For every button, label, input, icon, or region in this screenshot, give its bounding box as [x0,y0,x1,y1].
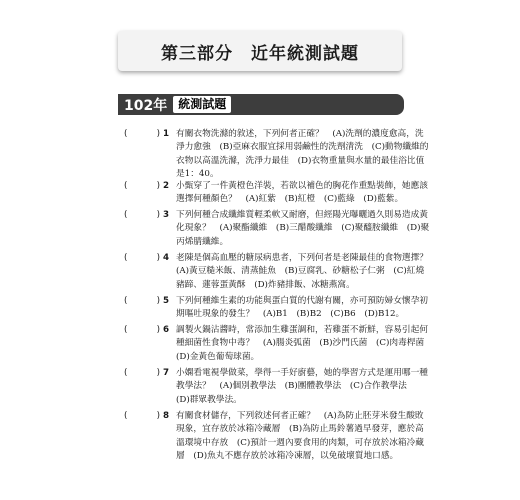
question-text [176,180,428,207]
question-text [176,209,430,249]
question-line: (A)黃豆糙米飯、清蒸鮭魚 (B)豆腐乳、砂糖松子仁粥 (C)紅燒 [176,266,425,277]
category-label: 統測試題 [173,96,231,113]
question-line: 現象，宜存放於冰箱冷藏層 (B)為防止馬鈴薯過早發芽，應於高 [176,424,424,435]
section-header-bar [118,94,404,115]
question-number: 8 [162,411,169,421]
question-line: 選擇何種顏色？ (A)紅紫 (B)紅橙 (C)藍綠 (D)藍紫。 [176,194,404,205]
year-label: 102年 [124,97,168,114]
question-item [124,367,428,407]
answer-blank: ( ) [124,325,160,335]
answer-blank: ( ) [124,181,160,191]
question-text [176,295,428,322]
question-line: 有關衣物洗滌的敘述，下列何者正確？ (A)洗劑的濃度愈高，洗 [176,129,424,139]
question-line: 溫環境中存放 (C)預計一週內要食用的肉類，可存放於冰箱冷藏 [176,437,424,448]
question-line: 淨力愈強 (B)亞麻衣服宜採用弱鹼性的洗劑清洗 (C)動物纖維的 [176,142,429,153]
answer-blank: ( ) [124,210,160,220]
question-number: 5 [162,296,169,306]
question-line: 老陳是個高血壓的糖尿病患者，下列何者是老陳最佳的食物選擇？ [176,253,428,263]
question-line: 化現象？ (A)聚酯纖維 (B)三醋酸纖維 (C)聚醯胺纖維 (D)聚 [176,223,430,234]
question-line: 小甄穿了一件黃橙色洋裝，若欲以補色的胸花作重點裝飾，她應該 [176,181,428,191]
answer-blank: ( ) [124,253,160,263]
question-line: 教學法？ (A)個別教學法 (B)團體教學法 (C)合作教學法 [176,381,407,392]
question-line: 調製火鍋沾醬時，常添加生雞蛋調和，若雞蛋不新鮮，容易引起何 [176,325,428,335]
question-line: (D)群眾教學法。 [176,394,242,405]
answer-blank: ( ) [124,368,160,378]
question-item [124,410,424,464]
question-line: 豬蹄、蓮蓉蛋黃酥 (D)炸豬排飯、冰糖燕窩。 [176,279,355,290]
question-text [176,128,429,182]
question-line: 衣物以高溫洗滌，洗淨力最佳 (D)衣物重量與水量的最佳浴比值 [176,155,425,166]
question-number: 4 [162,253,169,263]
question-number: 7 [162,368,169,378]
question-line: 小嫻看電視學做菜，學得一手好廚藝，她的學習方式是運用哪一種 [176,368,428,378]
question-text [176,367,428,407]
question-line: 有關食材儲存，下列敘述何者正確？ (A)為防止胚芽米發生酸敗 [176,411,424,421]
question-number: 3 [162,210,169,220]
question-line: 是1：40。 [176,169,219,180]
question-item [124,324,428,364]
question-text [176,410,424,464]
question-item [124,295,428,322]
question-number: 2 [162,181,169,191]
page-title: 第三部分 近年統測試題 [118,31,402,71]
answer-blank: ( ) [124,129,160,139]
question-item [124,252,428,292]
answer-blank: ( ) [124,296,160,306]
question-number: 6 [162,325,169,335]
question-item [124,209,430,249]
question-text [176,252,428,292]
question-line: 丙烯腈纖維。 [176,236,229,247]
question-line: 下列何種合成纖維質輕柔軟又耐磨，但經陽光曝曬過久則易造成黃 [176,210,428,220]
question-text [176,324,428,364]
answer-blank: ( ) [124,411,160,421]
question-line: (D)金黃色葡萄球菌。 [176,351,260,362]
question-line: 種細菌性食物中毒？ (A)腸炎弧菌 (B)沙門氏菌 (C)肉毒桿菌 [176,338,425,349]
question-number: 1 [162,129,169,139]
question-item [124,128,429,182]
question-line: 下列何種維生素的功能與蛋白質的代謝有關，亦可預防婦女懷孕初 [176,296,428,306]
question-line: 期嘔吐現象的發生？ (A)B1 (B)B2 (C)B6 (D)B12。 [176,309,405,320]
question-line: 層 (D)魚丸不應存放於冰箱冷凍層，以免破壞質地口感。 [176,451,399,462]
question-item [124,180,428,207]
